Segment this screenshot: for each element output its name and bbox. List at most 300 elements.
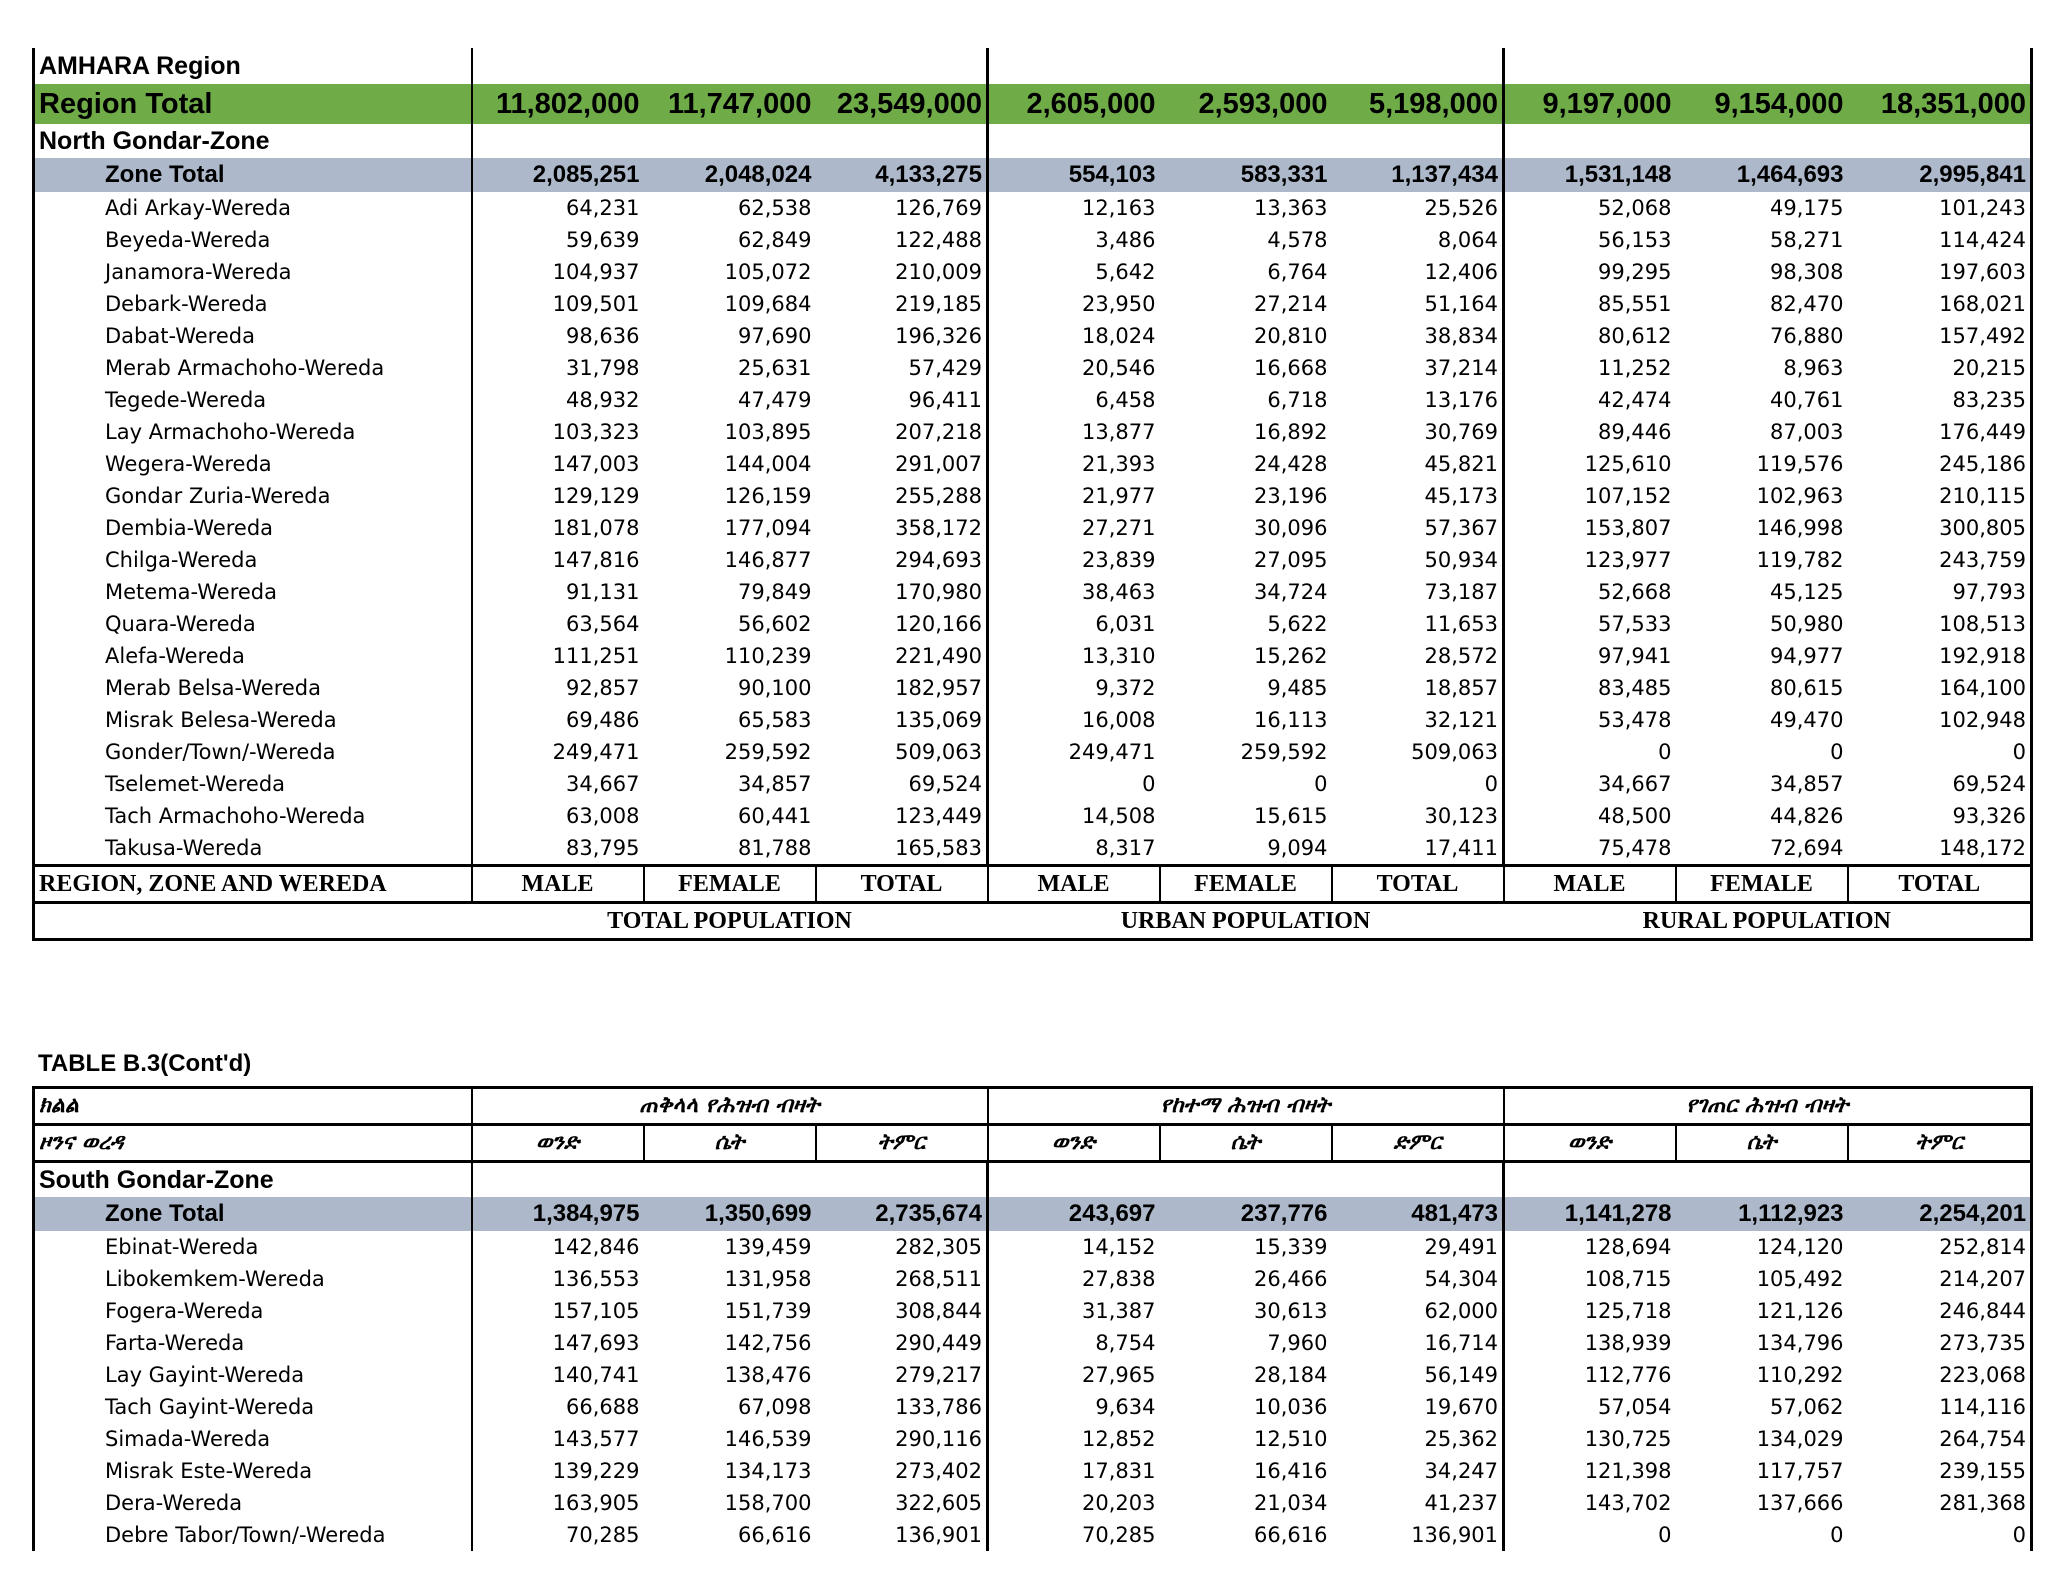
amharic-col-label: ወንድ xyxy=(1504,1125,1676,1162)
cell-value: 0 xyxy=(1314,772,1328,796)
cell-value: 34,247 xyxy=(1332,1455,1504,1487)
cell-value: 138,939 xyxy=(1584,1331,1672,1355)
cell-value: 121,126 xyxy=(1756,1299,1844,1323)
cell-value: 30,769 xyxy=(1332,416,1504,448)
table-row xyxy=(34,1391,2032,1423)
cell-value: 27,838 xyxy=(1082,1267,1156,1291)
region-label-row xyxy=(34,48,2032,84)
cell-value: 18,024 xyxy=(1082,324,1156,348)
cell-value: 56,149 xyxy=(1332,1359,1504,1391)
amharic-col-label: ሴት xyxy=(1160,1125,1332,1162)
cell-value: 49,470 xyxy=(1770,708,1844,732)
cell-value: 130,725 xyxy=(1584,1427,1672,1451)
row-label: Gondar Zuria-Wereda xyxy=(34,480,472,512)
row-label: Tegede-Wereda xyxy=(34,384,472,416)
cell-value: 99,295 xyxy=(1598,260,1672,284)
cell-value: 192,918 xyxy=(1848,640,2032,672)
cell-value: 481,473 xyxy=(1332,1197,1504,1231)
row-label: Janamora-Wereda xyxy=(34,256,472,288)
cell-value: 40,761 xyxy=(1770,388,1844,412)
cell-value: 48,500 xyxy=(1598,804,1672,828)
cell-value: 16,008 xyxy=(1082,708,1156,732)
cell-value: 165,583 xyxy=(816,832,988,866)
cell-value: 59,639 xyxy=(472,224,644,256)
cell-value: 93,326 xyxy=(1848,800,2032,832)
cell-value: 136,553 xyxy=(472,1263,644,1295)
row-label: Dembia-Wereda xyxy=(34,512,472,544)
cell-value: 300,805 xyxy=(1848,512,2032,544)
empty-cell xyxy=(1848,1162,2032,1198)
cell-value: 48,932 xyxy=(472,384,644,416)
row-label: Farta-Wereda xyxy=(34,1327,472,1359)
cell-value: 90,100 xyxy=(738,676,812,700)
cell-value: 62,538 xyxy=(738,196,812,220)
table-row xyxy=(34,704,2032,736)
cell-value: 157,492 xyxy=(1848,320,2032,352)
cell-value: 69,524 xyxy=(816,768,988,800)
cell-value: 111,251 xyxy=(472,640,644,672)
amharic-group-label: የከተማ ሕዝብ ብዛት xyxy=(988,1088,1504,1125)
table-row xyxy=(34,1327,2032,1359)
cell-value: 107,152 xyxy=(1584,484,1672,508)
header-col: FEMALE xyxy=(1676,866,1848,903)
cell-value: 214,207 xyxy=(1848,1263,2032,1295)
cell-value: 146,539 xyxy=(724,1427,812,1451)
row-label: Region Total xyxy=(34,84,472,124)
row-label: Tach Armachoho-Wereda xyxy=(34,800,472,832)
cell-value: 28,572 xyxy=(1332,640,1504,672)
header-col: MALE xyxy=(1504,866,1676,903)
cell-value: 18,857 xyxy=(1332,672,1504,704)
cell-value: 11,653 xyxy=(1332,608,1504,640)
cell-value: 137,666 xyxy=(1756,1491,1844,1515)
cell-value: 9,634 xyxy=(1095,1395,1156,1419)
cell-value: 158,700 xyxy=(724,1491,812,1515)
cell-value: 114,116 xyxy=(1848,1391,2032,1423)
cell-value: 54,304 xyxy=(1332,1263,1504,1295)
cell-value: 97,793 xyxy=(1848,576,2032,608)
cell-value: 12,510 xyxy=(1254,1427,1328,1451)
cell-value: 281,368 xyxy=(1848,1487,2032,1519)
cell-value: 207,218 xyxy=(816,416,988,448)
cell-value: 21,977 xyxy=(1082,484,1156,508)
cell-value: 138,476 xyxy=(724,1363,812,1387)
column-header-row xyxy=(34,866,2032,903)
cell-value: 10,036 xyxy=(1254,1395,1328,1419)
cell-value: 45,173 xyxy=(1332,480,1504,512)
cell-value: 308,844 xyxy=(816,1295,988,1327)
cell-value: 2,254,201 xyxy=(1848,1197,2032,1231)
cell-value: 9,485 xyxy=(1267,676,1328,700)
cell-value: 1,112,923 xyxy=(1676,1197,1848,1231)
cell-value: 9,372 xyxy=(1095,676,1156,700)
cell-value: 97,941 xyxy=(1598,644,1672,668)
cell-value: 23,839 xyxy=(1082,548,1156,572)
header-col: FEMALE xyxy=(644,866,816,903)
cell-value: 103,323 xyxy=(472,416,644,448)
cell-value: 14,152 xyxy=(1082,1235,1156,1259)
cell-value: 0 xyxy=(1142,772,1156,796)
cell-value: 146,877 xyxy=(724,548,812,572)
cell-value: 15,262 xyxy=(1254,644,1328,668)
row-label: Merab Belsa-Wereda xyxy=(34,672,472,704)
empty-cell xyxy=(644,48,816,84)
cell-value: 82,470 xyxy=(1770,292,1844,316)
cell-value: 108,513 xyxy=(1848,608,2032,640)
cell-value: 76,880 xyxy=(1770,324,1844,348)
table-row xyxy=(34,1423,2032,1455)
group-header-row xyxy=(34,903,2032,940)
table-row xyxy=(34,1359,2032,1391)
header-col: TOTAL xyxy=(1848,866,2032,903)
cell-value: 25,631 xyxy=(738,356,812,380)
cell-value: 9,094 xyxy=(1267,836,1328,860)
table-row xyxy=(34,1487,2032,1519)
empty-cell xyxy=(1332,124,1504,158)
cell-value: 45,125 xyxy=(1770,580,1844,604)
cell-value: 69,486 xyxy=(472,704,644,736)
cell-value: 18,351,000 xyxy=(1848,84,2032,124)
cell-value: 11,747,000 xyxy=(644,84,816,124)
row-label: Zone Total xyxy=(34,1197,472,1231)
empty-cell xyxy=(988,1162,1160,1198)
cell-value: 147,693 xyxy=(472,1327,644,1359)
cell-value: 19,670 xyxy=(1332,1391,1504,1423)
cell-value: 142,846 xyxy=(472,1231,644,1263)
cell-value: 221,490 xyxy=(816,640,988,672)
cell-value: 5,198,000 xyxy=(1332,84,1504,124)
cell-value: 1,141,278 xyxy=(1504,1197,1676,1231)
cell-value: 117,757 xyxy=(1756,1459,1844,1483)
table-row xyxy=(34,672,2032,704)
cell-value: 182,957 xyxy=(816,672,988,704)
cell-value: 197,603 xyxy=(1848,256,2032,288)
cell-value: 124,120 xyxy=(1756,1235,1844,1259)
cell-value: 131,958 xyxy=(724,1267,812,1291)
cell-value: 0 xyxy=(1830,1523,1844,1547)
cell-value: 87,003 xyxy=(1770,420,1844,444)
table-row xyxy=(34,608,2032,640)
cell-value: 8,064 xyxy=(1332,224,1504,256)
region-total-row xyxy=(34,84,2032,124)
cell-value: 294,693 xyxy=(816,544,988,576)
table-row xyxy=(34,256,2032,288)
cell-value: 126,769 xyxy=(816,192,988,224)
cell-value: 210,009 xyxy=(816,256,988,288)
amharic-col-label: ትምር xyxy=(816,1125,988,1162)
cell-value: 20,546 xyxy=(1082,356,1156,380)
cell-value: 30,613 xyxy=(1254,1299,1328,1323)
row-label: Ebinat-Wereda xyxy=(34,1231,472,1263)
cell-value: 5,642 xyxy=(1095,260,1156,284)
cell-value: 28,184 xyxy=(1254,1363,1328,1387)
cell-value: 146,998 xyxy=(1756,516,1844,540)
row-label: Debark-Wereda xyxy=(34,288,472,320)
cell-value: 21,034 xyxy=(1254,1491,1328,1515)
cell-value: 12,163 xyxy=(1082,196,1156,220)
cell-value: 123,449 xyxy=(816,800,988,832)
cell-value: 102,948 xyxy=(1848,704,2032,736)
amharic-col-label: ሴት xyxy=(1676,1125,1848,1162)
cell-value: 24,428 xyxy=(1254,452,1328,476)
cell-value: 83,485 xyxy=(1598,676,1672,700)
cell-value: 252,814 xyxy=(1848,1231,2032,1263)
cell-value: 66,616 xyxy=(738,1523,812,1547)
group-label: TOTAL POPULATION xyxy=(472,903,988,940)
cell-value: 75,478 xyxy=(1598,836,1672,860)
cell-value: 4,578 xyxy=(1267,228,1328,252)
header-col: TOTAL xyxy=(816,866,988,903)
cell-value: 119,576 xyxy=(1756,452,1844,476)
cell-value: 119,782 xyxy=(1756,548,1844,572)
empty-cell xyxy=(644,1162,816,1198)
cell-value: 49,175 xyxy=(1770,196,1844,220)
amharic-col-label: ድምር xyxy=(1332,1125,1504,1162)
row-label: Misrak Belesa-Wereda xyxy=(34,704,472,736)
row-label: Takusa-Wereda xyxy=(34,832,472,866)
cell-value: 53,478 xyxy=(1598,708,1672,732)
row-label: Misrak Este-Wereda xyxy=(34,1455,472,1487)
cell-value: 5,622 xyxy=(1267,612,1328,636)
empty-cell xyxy=(1332,1162,1504,1198)
empty-cell xyxy=(34,903,472,940)
amharic-col-label: ወንድ xyxy=(988,1125,1160,1162)
cell-value: 30,123 xyxy=(1332,800,1504,832)
empty-cell xyxy=(1160,48,1332,84)
row-label: Dera-Wereda xyxy=(34,1487,472,1519)
zone-label-row xyxy=(34,1162,2032,1198)
cell-value: 45,821 xyxy=(1332,448,1504,480)
cell-value: 2,605,000 xyxy=(988,84,1160,124)
cell-value: 0 xyxy=(1658,1523,1672,1547)
cell-value: 102,963 xyxy=(1756,484,1844,508)
empty-cell xyxy=(644,124,816,158)
cell-value: 58,271 xyxy=(1770,228,1844,252)
cell-value: 170,980 xyxy=(816,576,988,608)
table-row xyxy=(34,1455,2032,1487)
row-label: Debre Tabor/Town/-Wereda xyxy=(34,1519,472,1551)
cell-value: 1,350,699 xyxy=(644,1197,816,1231)
empty-cell xyxy=(816,124,988,158)
empty-cell xyxy=(1332,48,1504,84)
table-row xyxy=(34,1295,2032,1327)
cell-value: 52,068 xyxy=(1598,196,1672,220)
table-row xyxy=(34,288,2032,320)
cell-value: 44,826 xyxy=(1770,804,1844,828)
table-row xyxy=(34,544,2032,576)
table-row xyxy=(34,640,2032,672)
cell-value: 0 xyxy=(1658,740,1672,764)
cell-value: 70,285 xyxy=(1082,1523,1156,1547)
cell-value: 42,474 xyxy=(1598,388,1672,412)
table-row xyxy=(34,352,2032,384)
cell-value: 0 xyxy=(1848,1519,2032,1551)
table-row xyxy=(34,384,2032,416)
cell-value: 358,172 xyxy=(816,512,988,544)
cell-value: 273,402 xyxy=(816,1455,988,1487)
cell-value: 16,714 xyxy=(1332,1327,1504,1359)
table-row xyxy=(34,832,2032,866)
row-label: Fogera-Wereda xyxy=(34,1295,472,1327)
table-row xyxy=(34,768,2032,800)
cell-value: 69,524 xyxy=(1848,768,2032,800)
cell-value: 20,203 xyxy=(1082,1491,1156,1515)
cell-value: 67,098 xyxy=(738,1395,812,1419)
cell-value: 13,363 xyxy=(1254,196,1328,220)
cell-value: 164,100 xyxy=(1848,672,2032,704)
amharic-col-label: ወንድ xyxy=(472,1125,644,1162)
cell-value: 6,764 xyxy=(1267,260,1328,284)
table-row xyxy=(34,512,2032,544)
table-row xyxy=(34,1519,2032,1551)
row-label: Zone Total xyxy=(34,158,472,192)
cell-value: 109,684 xyxy=(724,292,812,316)
cell-value: 0 xyxy=(1848,736,2032,768)
amharic-col-label: ሴት xyxy=(644,1125,816,1162)
cell-value: 134,173 xyxy=(724,1459,812,1483)
cell-value: 27,965 xyxy=(1082,1363,1156,1387)
cell-value: 31,387 xyxy=(1082,1299,1156,1323)
cell-value: 6,031 xyxy=(1095,612,1156,636)
cell-value: 81,788 xyxy=(738,836,812,860)
cell-value: 128,694 xyxy=(1584,1235,1672,1259)
amharic-group-header-row xyxy=(34,1088,2032,1125)
cell-value: 246,844 xyxy=(1848,1295,2032,1327)
cell-value: 0 xyxy=(1332,768,1504,800)
row-label: Simada-Wereda xyxy=(34,1423,472,1455)
amharic-column-header-row xyxy=(34,1125,2032,1162)
cell-value: 3,486 xyxy=(1095,228,1156,252)
cell-value: 57,054 xyxy=(1598,1395,1672,1419)
cell-value: 2,593,000 xyxy=(1160,84,1332,124)
cell-value: 181,078 xyxy=(472,512,644,544)
cell-value: 89,446 xyxy=(1598,420,1672,444)
amharic-region-label: ክልል xyxy=(34,1088,472,1125)
cell-value: 23,950 xyxy=(1082,292,1156,316)
cell-value: 129,129 xyxy=(472,480,644,512)
table-row xyxy=(34,736,2032,768)
cell-value: 1,531,148 xyxy=(1504,158,1676,192)
cell-value: 163,905 xyxy=(472,1487,644,1519)
cell-value: 122,488 xyxy=(816,224,988,256)
cell-value: 322,605 xyxy=(816,1487,988,1519)
cell-value: 79,849 xyxy=(738,580,812,604)
cell-value: 63,564 xyxy=(472,608,644,640)
cell-value: 157,105 xyxy=(472,1295,644,1327)
cell-value: 126,159 xyxy=(724,484,812,508)
cell-value: 13,877 xyxy=(1082,420,1156,444)
cell-value: 66,616 xyxy=(1254,1523,1328,1547)
header-col: FEMALE xyxy=(1160,866,1332,903)
row-label: Metema-Wereda xyxy=(34,576,472,608)
cell-value: 133,786 xyxy=(816,1391,988,1423)
cell-value: 66,688 xyxy=(472,1391,644,1423)
cell-value: 15,615 xyxy=(1254,804,1328,828)
row-label: South Gondar-Zone xyxy=(34,1162,472,1198)
group-label: RURAL POPULATION xyxy=(1504,903,2032,940)
cell-value: 92,857 xyxy=(472,672,644,704)
cell-value: 2,735,674 xyxy=(816,1197,988,1231)
cell-value: 101,243 xyxy=(1848,192,2032,224)
cell-value: 63,008 xyxy=(472,800,644,832)
cell-value: 57,429 xyxy=(816,352,988,384)
table-row xyxy=(34,416,2032,448)
cell-value: 210,115 xyxy=(1848,480,2032,512)
cell-value: 259,592 xyxy=(724,740,812,764)
cell-value: 1,137,434 xyxy=(1332,158,1504,192)
empty-cell xyxy=(1504,1162,1676,1198)
row-label: Lay Gayint-Wereda xyxy=(34,1359,472,1391)
cell-value: 2,995,841 xyxy=(1848,158,2032,192)
cell-value: 29,491 xyxy=(1332,1231,1504,1263)
header-col: TOTAL xyxy=(1332,866,1504,903)
cell-value: 73,187 xyxy=(1332,576,1504,608)
cell-value: 62,849 xyxy=(738,228,812,252)
table-row xyxy=(34,1263,2032,1295)
cell-value: 97,690 xyxy=(738,324,812,348)
cell-value: 64,231 xyxy=(472,192,644,224)
cell-value: 153,807 xyxy=(1584,516,1672,540)
cell-value: 134,029 xyxy=(1756,1427,1844,1451)
empty-cell xyxy=(816,1162,988,1198)
cell-value: 268,511 xyxy=(816,1263,988,1295)
cell-value: 51,164 xyxy=(1332,288,1504,320)
cell-value: 259,592 xyxy=(1240,740,1328,764)
cell-value: 27,214 xyxy=(1254,292,1328,316)
cell-value: 125,610 xyxy=(1584,452,1672,476)
cell-value: 142,756 xyxy=(724,1331,812,1355)
cell-value: 144,004 xyxy=(724,452,812,476)
zone-label-row xyxy=(34,124,2032,158)
cell-value: 80,612 xyxy=(1598,324,1672,348)
row-label: Libokemkem-Wereda xyxy=(34,1263,472,1295)
cell-value: 80,615 xyxy=(1770,676,1844,700)
cell-value: 47,479 xyxy=(738,388,812,412)
cell-value: 23,549,000 xyxy=(816,84,988,124)
cell-value: 57,062 xyxy=(1770,1395,1844,1419)
cell-value: 239,155 xyxy=(1848,1455,2032,1487)
table-row xyxy=(34,576,2032,608)
zone-total-row xyxy=(34,158,2032,192)
cell-value: 176,449 xyxy=(1848,416,2032,448)
cell-value: 26,466 xyxy=(1254,1267,1328,1291)
amharic-zone-label: ዞንና ወረዳ xyxy=(34,1125,472,1162)
cell-value: 25,362 xyxy=(1332,1423,1504,1455)
row-label: Quara-Wereda xyxy=(34,608,472,640)
row-label: North Gondar-Zone xyxy=(34,124,472,158)
cell-value: 7,960 xyxy=(1267,1331,1328,1355)
cell-value: 140,741 xyxy=(472,1359,644,1391)
cell-value: 50,980 xyxy=(1770,612,1844,636)
empty-cell xyxy=(1676,1162,1848,1198)
cell-value: 20,215 xyxy=(1848,352,2032,384)
cell-value: 13,310 xyxy=(1082,644,1156,668)
cell-value: 91,131 xyxy=(472,576,644,608)
cell-value: 50,934 xyxy=(1332,544,1504,576)
cell-value: 85,551 xyxy=(1598,292,1672,316)
cell-value: 136,901 xyxy=(816,1519,988,1551)
cell-value: 38,834 xyxy=(1332,320,1504,352)
cell-value: 110,292 xyxy=(1756,1363,1844,1387)
row-label: Tach Gayint-Wereda xyxy=(34,1391,472,1423)
cell-value: 249,471 xyxy=(1068,740,1156,764)
cell-value: 94,977 xyxy=(1770,644,1844,668)
cell-value: 16,892 xyxy=(1254,420,1328,444)
population-table-south-gondar xyxy=(32,1086,2027,1551)
cell-value: 25,526 xyxy=(1332,192,1504,224)
cell-value: 56,153 xyxy=(1598,228,1672,252)
cell-value: 135,069 xyxy=(816,704,988,736)
